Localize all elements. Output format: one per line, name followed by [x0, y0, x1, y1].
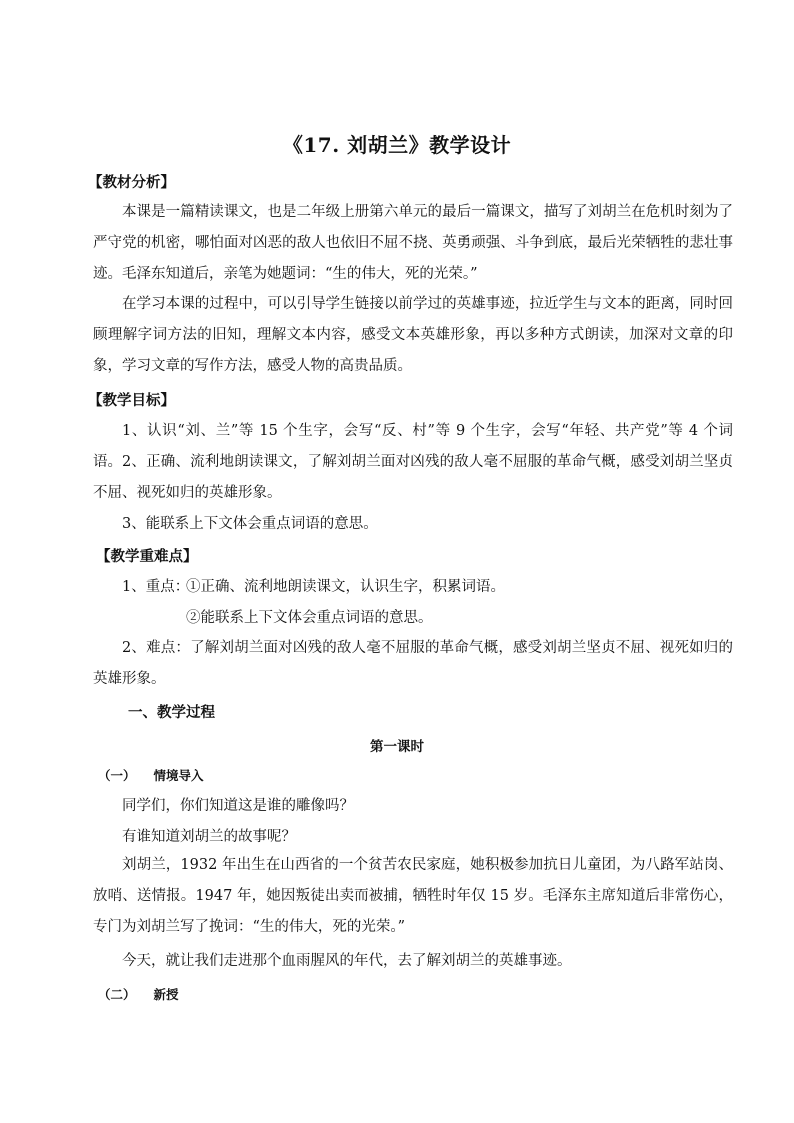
step-2-heading [98, 985, 179, 1003]
analysis-paragraph-1: 本课是一篇精读课文，也是二年级上册第六单元的最后一篇课文，描写了刘胡兰在危机时刻为了严守党的机密，哪怕面对凶恶的敌人也依旧不屈不挠、英勇顽强、斗争到底，最后光荣牺牲的悲壮事迹。毛泽东知道后，亲笔为她题词：“生的伟大，死的光荣。” [93, 204, 733, 282]
step-1-number: （一） [98, 768, 136, 783]
intro-line-3: 今天，就让我们走进那个血雨腥风的年代，去了解刘胡兰的英雄事迹。 [122, 953, 572, 969]
intro-line-2: 有谁知道刘胡兰的故事呢？ [122, 829, 296, 845]
keypoint-1b: ②能联系上下文体会重点词语的意思。 [186, 610, 433, 626]
goal-3: 3、能联系上下文体会重点词语的意思。 [122, 516, 378, 532]
lesson-title: 第一课时 [370, 739, 424, 755]
keypoint-1a: ①正确、流利地朗读课文，认识生字，积累词语。 [186, 579, 505, 595]
step-1-heading [98, 766, 204, 784]
heading-process: 一、教学过程 [128, 704, 215, 721]
step-2-title: 新授 [153, 987, 179, 1002]
goal-1: 1、认识“刘、兰”等 15 个生字，会写“反、村”等 9 个生字，会写“年轻、共产党”等 4 个词语。 [93, 423, 733, 470]
keypoint-1-label: 1、重点： [122, 579, 190, 595]
step-2-number: （二） [98, 987, 136, 1002]
intro-line-1: 同学们，你们知道这是谁的雕像吗？ [122, 798, 354, 814]
document-title: 《17. 刘胡兰》教学设计 [282, 133, 512, 157]
step-1-title: 情境导入 [153, 768, 204, 783]
heading-keypoints: 【教学重难点】 [96, 548, 198, 565]
heading-analysis: 【教材分析】 [88, 174, 175, 191]
goal-2: 2、正确、流利地朗读课文，了解刘胡兰面对凶残的敌人毫不屈服的革命气概，感受刘胡兰坚贞不屈、视死如归的英雄形象。 [93, 454, 733, 501]
analysis-paragraph-2: 在学习本课的过程中，可以引导学生链接以前学过的英雄事迹，拉近学生与文本的距离，同时回顾理解字词方法的旧知，理解文本内容，感受文本英雄形象，再以多种方式朗读，加深对文章的印象，学习文章的写作方法，感受人物的高贵品质。 [93, 296, 733, 374]
story-paragraph: 刘胡兰，1932 年出生在山西省的一个贫苦农民家庭，她积极参加抗日儿童团，为八路军站岗、放哨、送情报。1947 年，她因叛徒出卖而被捕，牺牲时年仅 15 岁。毛泽东主席知道后非常伤心，专门为刘胡兰写了挽词：“生的伟大，死的光荣。” [93, 857, 733, 935]
heading-goals: 【教学目标】 [88, 392, 175, 409]
keypoint-2: 2、难点：了解刘胡兰面对凶残的敌人毫不屈服的革命气概，感受刘胡兰坚贞不屈、视死如归的英雄形象。 [93, 640, 733, 687]
